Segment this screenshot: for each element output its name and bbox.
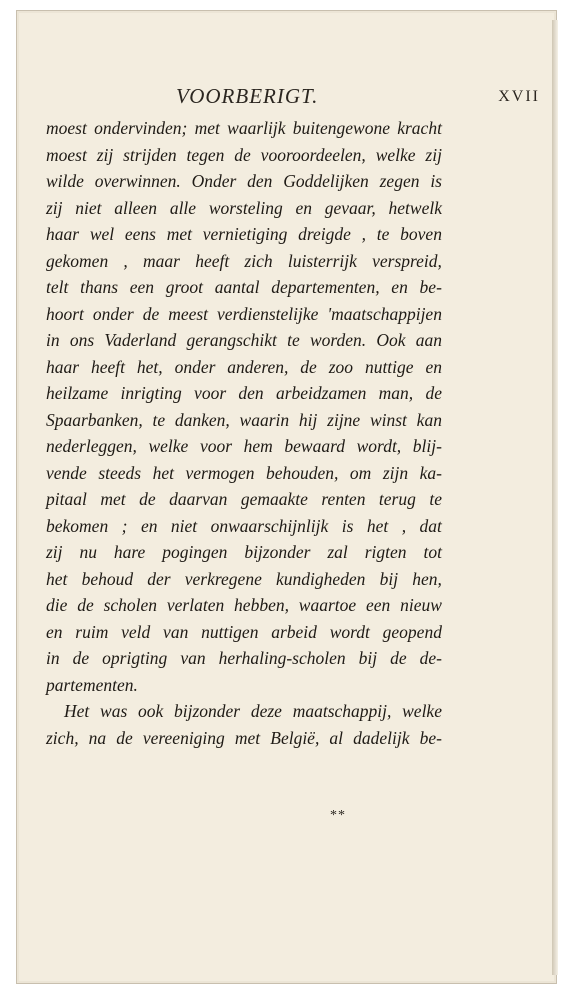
word: België, xyxy=(270,727,320,748)
word: rigten xyxy=(364,542,407,562)
word: zij xyxy=(46,197,63,218)
word: met xyxy=(166,224,193,244)
word: het xyxy=(152,462,174,483)
word: wordt, xyxy=(356,436,402,456)
word: heeft xyxy=(195,250,230,271)
word: , xyxy=(401,515,407,536)
word: in xyxy=(46,648,60,668)
word: die xyxy=(46,595,68,615)
word: onwaarschijnlijk xyxy=(210,515,329,536)
word: man, xyxy=(378,383,414,403)
word: de- xyxy=(419,648,442,668)
word: danken, xyxy=(174,409,230,430)
word: kundigheden xyxy=(276,568,366,589)
word: tegen xyxy=(186,144,225,165)
word: van xyxy=(180,648,206,668)
word: nederleggen, xyxy=(46,436,137,456)
word: met xyxy=(194,118,220,138)
text-line xyxy=(46,410,442,437)
word: na xyxy=(88,727,107,748)
word: dadelijk xyxy=(353,727,410,748)
word: met xyxy=(234,727,261,748)
text-line xyxy=(46,198,442,225)
word: het xyxy=(366,515,389,536)
word: thans xyxy=(80,277,119,297)
text-line xyxy=(46,463,442,490)
word: pogingen xyxy=(162,542,228,562)
word: Spaarbanken, xyxy=(46,409,143,430)
word: moest xyxy=(46,144,87,165)
text-line xyxy=(46,118,442,145)
word: renten xyxy=(321,489,366,509)
word: aantal xyxy=(214,277,260,297)
word: haar xyxy=(46,356,80,377)
word: te xyxy=(376,224,390,244)
word: alleen xyxy=(114,197,158,218)
word: het, xyxy=(136,356,163,377)
word: waarlijk xyxy=(227,118,286,138)
word: niet xyxy=(170,515,198,536)
word: , xyxy=(123,250,128,271)
word: zegen xyxy=(379,171,420,191)
word: hem xyxy=(243,436,273,456)
word: heeft xyxy=(90,356,125,377)
word: bij xyxy=(379,568,399,589)
word: overwinnen. xyxy=(94,171,181,191)
word: van xyxy=(163,621,189,642)
word: haar xyxy=(46,224,80,244)
word: Goddelijken xyxy=(283,171,369,191)
word: worden. xyxy=(309,330,367,350)
word: hebben, xyxy=(234,595,289,615)
word: in xyxy=(46,330,60,350)
word: de xyxy=(77,595,94,615)
text-line xyxy=(46,516,442,543)
word: Het xyxy=(64,701,90,721)
word: behoud xyxy=(81,568,134,589)
word: verlaten xyxy=(166,595,225,615)
word: zij xyxy=(46,542,63,562)
word: herhaling-scholen xyxy=(218,648,346,668)
word: maar xyxy=(143,250,180,271)
word: en xyxy=(391,277,408,297)
word: dat xyxy=(419,515,442,536)
word: departementen, xyxy=(271,277,380,297)
word: Vaderland xyxy=(104,330,177,350)
word: en xyxy=(425,356,442,377)
word: vende xyxy=(46,462,87,483)
word: daarvan xyxy=(169,489,228,509)
text-line xyxy=(46,251,442,278)
word: bewaard xyxy=(284,436,345,456)
text-line xyxy=(46,675,442,702)
word: zich xyxy=(244,250,273,271)
text-line xyxy=(46,595,442,622)
word: ondervinden; xyxy=(94,118,188,138)
word: Ook xyxy=(376,330,406,350)
word: is xyxy=(430,171,442,191)
word: arbeidzamen xyxy=(275,383,367,403)
word: terug xyxy=(378,489,416,509)
word: dreigde xyxy=(298,224,351,244)
word: waarin xyxy=(239,409,290,430)
word: was xyxy=(100,701,128,721)
word: niet xyxy=(75,197,102,218)
word: boven xyxy=(400,224,442,244)
word: wilde xyxy=(46,171,84,191)
word: bekomen xyxy=(46,515,109,536)
word: een xyxy=(129,277,155,297)
word: zich, xyxy=(46,727,79,748)
word: eens xyxy=(124,224,156,244)
word: hoort xyxy=(46,303,84,324)
word: vooroordeelen, xyxy=(260,144,366,165)
word: vermogen xyxy=(185,462,255,483)
text-line xyxy=(46,224,442,251)
word: zoo xyxy=(328,356,354,377)
text-line xyxy=(46,569,442,596)
text-line xyxy=(46,728,442,755)
word: tot xyxy=(423,542,442,562)
word: te xyxy=(287,330,300,350)
text-line xyxy=(46,383,442,410)
word: en xyxy=(295,197,312,218)
word: om xyxy=(349,462,372,483)
word: nieuw xyxy=(400,595,442,615)
word: den xyxy=(247,171,273,191)
word: verkregene xyxy=(184,568,262,589)
word: met xyxy=(100,489,126,509)
word: de xyxy=(116,727,133,748)
word: wel xyxy=(89,224,115,244)
body-text xyxy=(46,118,442,754)
text-line xyxy=(46,357,442,384)
word: voor xyxy=(199,436,233,456)
word: bij xyxy=(358,648,378,668)
word: heilzame xyxy=(46,383,109,403)
page-edge xyxy=(552,20,558,975)
word: buitengewone xyxy=(292,118,390,138)
word: zij xyxy=(425,144,442,165)
text-line xyxy=(46,330,442,357)
word: luisterrijk xyxy=(287,250,357,271)
word: vernietiging xyxy=(202,224,288,244)
word: de xyxy=(142,303,160,324)
word: wordt xyxy=(329,621,370,642)
word: der xyxy=(147,568,171,589)
word: be- xyxy=(419,277,442,297)
word: arbeid xyxy=(271,621,317,642)
word: welke xyxy=(375,144,416,165)
word: kan xyxy=(416,409,442,430)
word: moest xyxy=(46,118,87,138)
word: winst xyxy=(369,409,407,430)
word: deze xyxy=(250,701,282,721)
word: nuttige xyxy=(364,356,414,377)
word: blij- xyxy=(412,436,442,456)
word: be- xyxy=(419,727,442,748)
word: nuttigen xyxy=(201,621,259,642)
word: pitaal xyxy=(46,489,87,509)
signature-mark: ** xyxy=(330,808,346,823)
word: de xyxy=(390,648,407,668)
text-line xyxy=(46,701,442,728)
word: de xyxy=(72,648,90,668)
word: het xyxy=(46,568,68,589)
text-line xyxy=(46,145,442,172)
word: verspreid, xyxy=(372,250,442,271)
word: partementen. xyxy=(46,674,138,695)
word: alle xyxy=(169,197,197,218)
word: al xyxy=(329,727,344,748)
word: hij xyxy=(298,409,318,430)
word: de xyxy=(139,489,156,509)
text-line xyxy=(46,542,442,569)
word: de xyxy=(300,356,317,377)
word: inrigting xyxy=(120,383,182,403)
word: 'maatschappijen xyxy=(327,303,442,324)
word: en xyxy=(140,515,158,536)
word: zijn xyxy=(382,462,409,483)
word: kracht xyxy=(397,118,442,138)
word: bijzonder xyxy=(244,542,311,562)
word: te xyxy=(429,489,442,509)
text-line xyxy=(46,622,442,649)
word: maatschappij, xyxy=(292,701,392,721)
word: nu xyxy=(79,542,97,562)
word: ; xyxy=(121,515,128,536)
word: de xyxy=(425,383,442,403)
word: ons xyxy=(69,330,95,350)
word: groot xyxy=(165,277,204,297)
word: worsteling xyxy=(208,197,283,218)
word: welke xyxy=(148,436,189,456)
text-line xyxy=(46,277,442,304)
word: en xyxy=(46,621,63,642)
word: waartoe xyxy=(298,595,357,615)
word: anderen, xyxy=(227,356,289,377)
word: meest xyxy=(168,303,209,324)
text-line xyxy=(46,304,442,331)
word: gekomen xyxy=(46,250,109,271)
word: onder xyxy=(174,356,216,377)
word: den xyxy=(238,383,264,403)
word: onder xyxy=(92,303,134,324)
word: hare xyxy=(113,542,146,562)
page-header xyxy=(50,84,540,114)
word: ook xyxy=(137,701,164,721)
text-line xyxy=(46,648,442,675)
word: verdienstelijke xyxy=(217,303,319,324)
word: vereeniging xyxy=(142,727,225,748)
text-line xyxy=(46,171,442,198)
word: zij xyxy=(96,144,114,165)
word: gemaakte xyxy=(240,489,308,509)
word: bijzonder xyxy=(174,701,241,721)
word: ruim xyxy=(75,621,109,642)
word: zal xyxy=(327,542,348,562)
word: de xyxy=(234,144,251,165)
word: gevaar, xyxy=(324,197,376,218)
word: gerangschikt xyxy=(186,330,277,350)
word: scholen xyxy=(103,595,158,615)
word: oprigting xyxy=(102,648,168,668)
word: te xyxy=(152,409,166,430)
word: telt xyxy=(46,277,69,297)
word: , xyxy=(361,224,367,244)
text-line xyxy=(46,489,442,516)
word: geopend xyxy=(382,621,442,642)
word: aan xyxy=(415,330,442,350)
word: zijne xyxy=(327,409,361,430)
word: voor xyxy=(194,383,227,403)
word: behouden, xyxy=(266,462,339,483)
word: veld xyxy=(121,621,151,642)
page-number: XVII xyxy=(498,88,540,105)
word: is xyxy=(341,515,354,536)
word: hen, xyxy=(412,568,442,589)
word: hetwelk xyxy=(388,197,442,218)
word: welke xyxy=(402,701,442,721)
running-title: VOORBERIGT. xyxy=(176,84,319,108)
word: ka- xyxy=(419,462,442,483)
word: een xyxy=(366,595,391,615)
word: strijden xyxy=(123,144,177,165)
text-line xyxy=(46,436,442,463)
word: steeds xyxy=(98,462,142,483)
word: Onder xyxy=(191,171,237,191)
